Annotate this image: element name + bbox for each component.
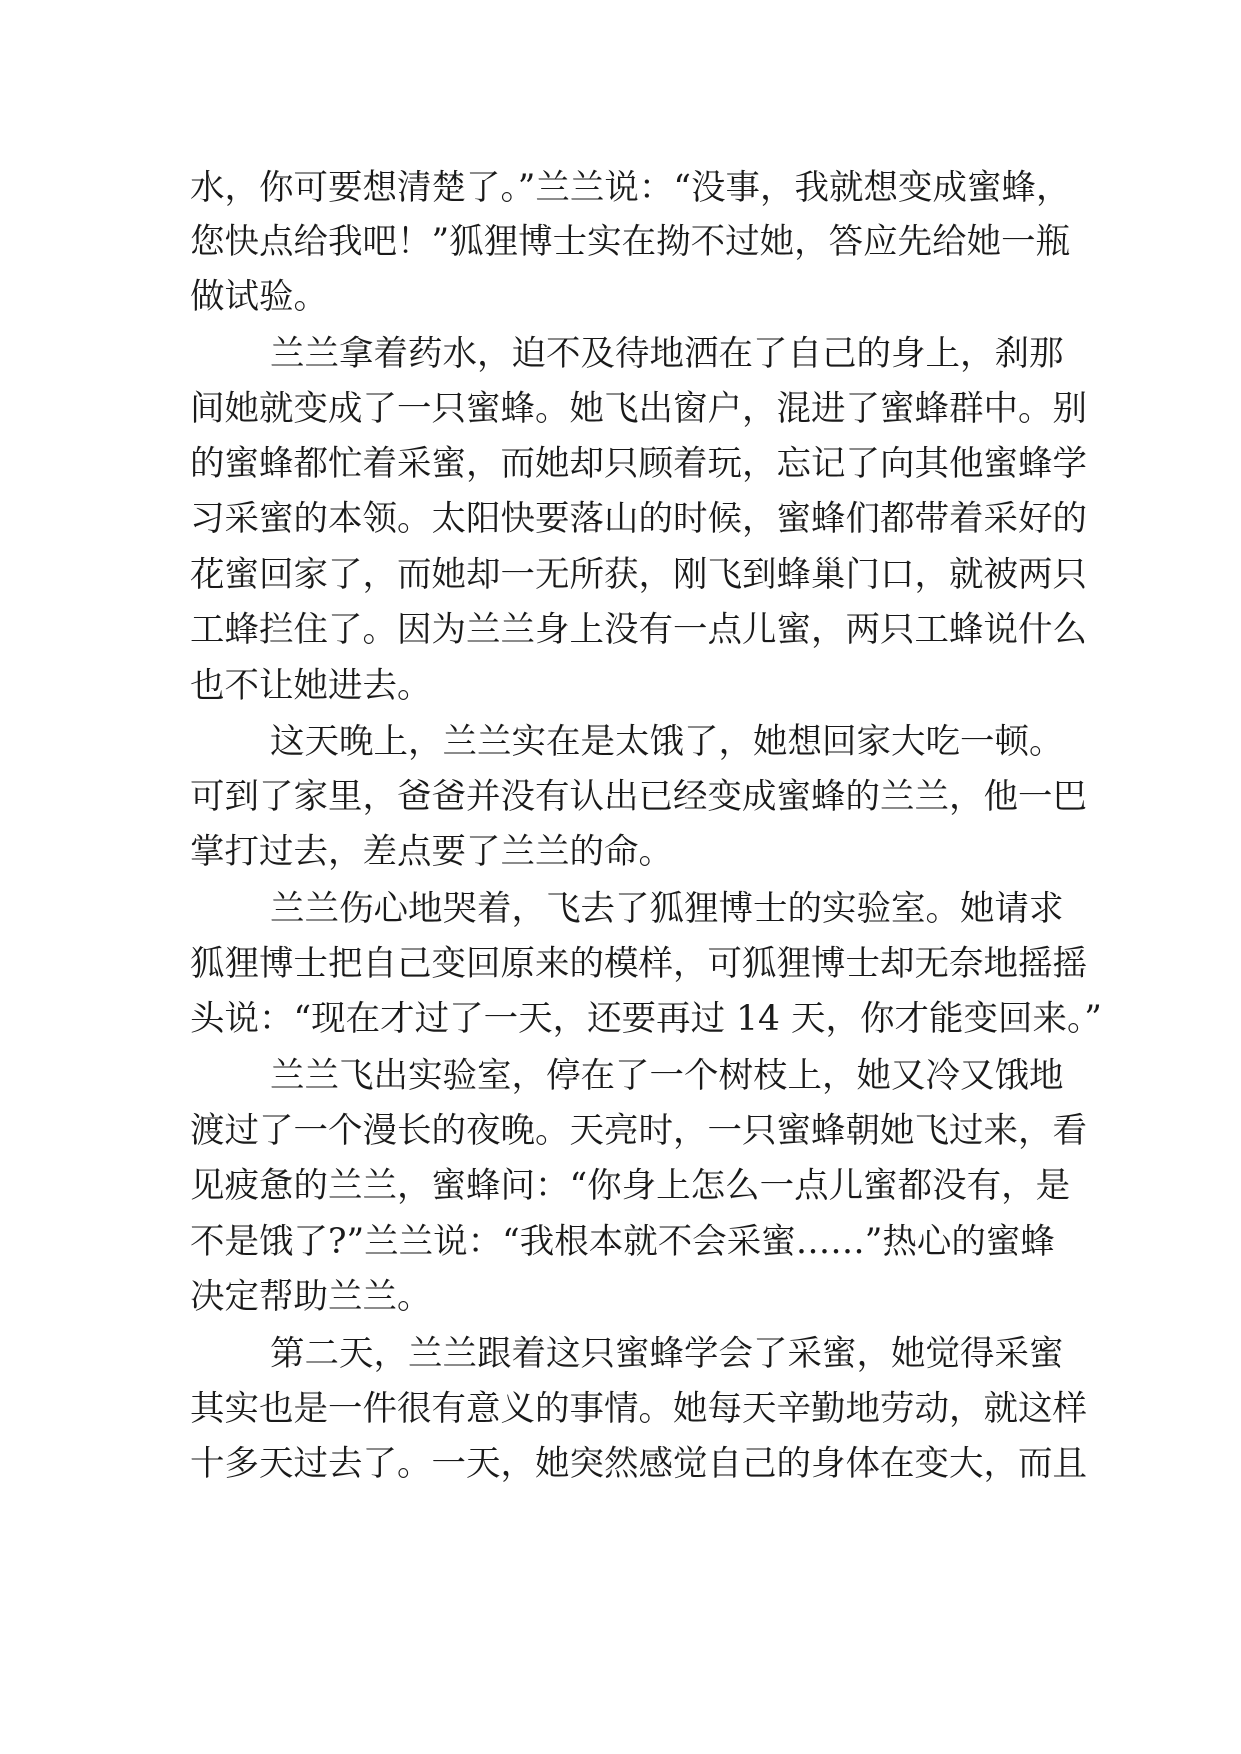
text-line: 花蜜回家了，而她却一无所获，刚飞到蜂巢门口，就被两只	[190, 555, 1087, 595]
text-line: 间她就变成了一只蜜蜂。她飞出窗户，混进了蜜蜂群中。别	[190, 389, 1087, 429]
text-line: 也不让她进去。	[190, 666, 432, 706]
text-line: 可到了家里，爸爸并没有认出已经变成蜜蜂的兰兰，他一巴	[190, 777, 1087, 817]
paragraph-start-line: 这天晚上，兰兰实在是太饿了，她想回家大吃一顿。	[270, 722, 1064, 762]
text-line: 做试验。	[190, 277, 328, 317]
paragraph-start-line: 兰兰拿着药水，迫不及待地洒在了自己的身上，刹那	[270, 334, 1064, 374]
text-line: 狐狸博士把自己变回原来的模样，可狐狸博士却无奈地摇摇	[190, 944, 1087, 984]
paragraph-start-line: 兰兰飞出实验室，停在了一个树枝上，她又冷又饿地	[270, 1056, 1064, 1096]
text-line: 您快点给我吧！”狐狸博士实在拗不过她，答应先给她一瓶	[190, 222, 1071, 262]
text-line: 其实也是一件很有意义的事情。她每天辛勤地劳动，就这样	[190, 1389, 1087, 1429]
text-line: 掌打过去，差点要了兰兰的命。	[190, 832, 673, 872]
text-line: 工蜂拦住了。因为兰兰身上没有一点儿蜜，两只工蜂说什么	[190, 610, 1087, 650]
text-line: 的蜜蜂都忙着采蜜，而她却只顾着玩，忘记了向其他蜜蜂学	[190, 444, 1087, 484]
text-line: 见疲惫的兰兰，蜜蜂问：“你身上怎么一点儿蜜都没有，是	[190, 1166, 1071, 1206]
text-line: 渡过了一个漫长的夜晚。天亮时，一只蜜蜂朝她飞过来，看	[190, 1111, 1087, 1151]
paragraph-start-line: 兰兰伤心地哭着，飞去了狐狸博士的实验室。她请求	[270, 889, 1064, 929]
text-line: 水，你可要想清楚了。”兰兰说：“没事，我就想变成蜜蜂，	[190, 168, 1071, 208]
paragraph-start-line: 第二天，兰兰跟着这只蜜蜂学会了采蜜，她觉得采蜜	[270, 1334, 1064, 1374]
text-line: 习采蜜的本领。太阳快要落山的时候，蜜蜂们都带着采好的	[190, 499, 1087, 539]
text-line: 头说：“现在才过了一天，还要再过 14 天，你才能变回来。”	[190, 999, 1102, 1039]
text-line: 十多天过去了。一天，她突然感觉自己的身体在变大，而且	[190, 1444, 1087, 1484]
text-line: 决定帮助兰兰。	[190, 1277, 432, 1317]
text-line: 不是饿了?”兰兰说：“我根本就不会采蜜……”热心的蜜蜂	[190, 1222, 1055, 1262]
